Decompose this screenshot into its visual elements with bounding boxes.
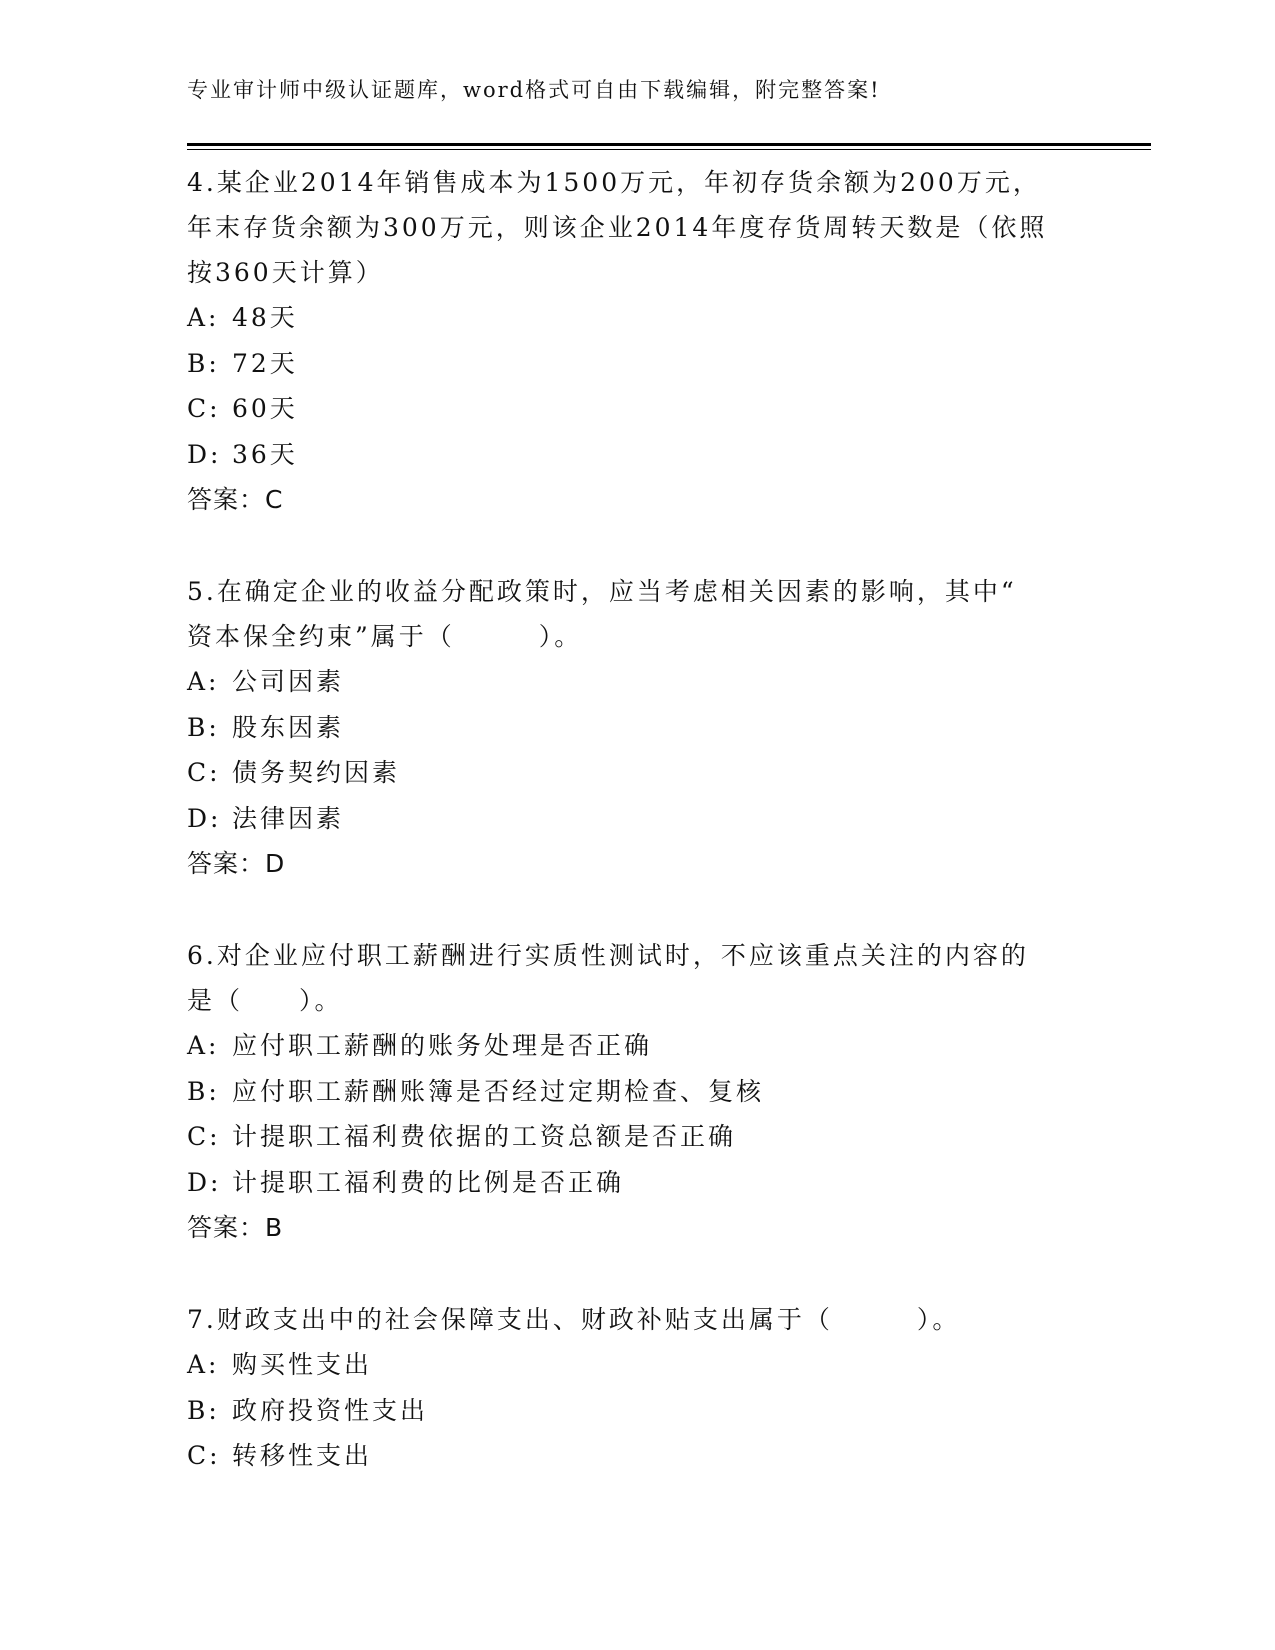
- question-7: [187, 1297, 1087, 1479]
- option-key: C:: [187, 1122, 221, 1151]
- header-rule-thin: [187, 149, 1151, 150]
- option-key: B:: [187, 348, 220, 378]
- option-c: [187, 1114, 1087, 1160]
- answer-line: 答案：B: [187, 1213, 284, 1242]
- option-text: 法律因素: [232, 803, 345, 833]
- option-text: 60天: [232, 394, 298, 423]
- option-text: 计提职工福利费的比例是否正确: [232, 1167, 625, 1197]
- option-text: 公司因素: [232, 667, 345, 696]
- option-key: A:: [187, 1350, 220, 1379]
- question-list: [187, 160, 1087, 1479]
- question-6: [187, 933, 1087, 1250]
- option-a: [187, 1023, 1087, 1069]
- option-key: B:: [187, 712, 220, 742]
- option-key: B:: [187, 1395, 220, 1425]
- option-text: 购买性支出: [232, 1350, 373, 1379]
- option-text: 48天: [232, 303, 298, 332]
- option-text: 政府投资性支出: [232, 1395, 429, 1425]
- option-d: [187, 796, 1087, 842]
- option-a: [187, 1342, 1087, 1388]
- option-key: D:: [187, 803, 222, 833]
- option-text: 股东因素: [232, 712, 345, 742]
- option-a: [187, 295, 1087, 341]
- option-b: [187, 341, 1087, 387]
- option-b: [187, 1069, 1087, 1115]
- option-text: 应付职工薪酬的账务处理是否正确: [232, 1031, 653, 1060]
- option-text: 债务契约因素: [232, 758, 401, 787]
- option-text: 72天: [232, 348, 298, 378]
- option-key: A:: [187, 1031, 220, 1060]
- option-text: 转移性支出: [232, 1441, 373, 1470]
- question-stem-line: 7.财政支出中的社会保障支出、财政补贴支出属于（ ）。: [187, 1305, 961, 1334]
- option-key: D:: [187, 439, 222, 469]
- option-key: C:: [187, 394, 221, 423]
- question-stem-line: 年末存货余额为300万元，则该企业2014年度存货周转天数是（依照: [187, 213, 1048, 242]
- option-key: A:: [187, 667, 220, 696]
- question-spacer: [187, 886, 1087, 933]
- option-a: [187, 659, 1087, 705]
- option-text: 36天: [232, 439, 298, 469]
- question-spacer: [187, 1250, 1087, 1297]
- option-key: B:: [187, 1076, 220, 1106]
- question-4: [187, 160, 1087, 522]
- question-stem-line: 6.对企业应付职工薪酬进行实质性测试时，不应该重点关注的内容的: [187, 941, 1029, 970]
- question-5: [187, 569, 1087, 886]
- question-stem-line: 是（ ）。: [187, 986, 343, 1015]
- option-d: [187, 1160, 1087, 1206]
- question-stem-line: 资本保全约束”属于（ ）。: [187, 622, 583, 651]
- option-key: C:: [187, 758, 221, 787]
- option-key: D:: [187, 1167, 222, 1197]
- option-text: 应付职工薪酬账簿是否经过定期检查、复核: [232, 1076, 765, 1106]
- option-c: [187, 750, 1087, 796]
- option-c: [187, 386, 1087, 432]
- option-b: [187, 705, 1087, 751]
- question-stem-line: 5.在确定企业的收益分配政策时，应当考虑相关因素的影响，其中“: [187, 577, 1017, 606]
- question-spacer: [187, 522, 1087, 569]
- answer-line: 答案：D: [187, 849, 286, 878]
- option-d: [187, 432, 1087, 478]
- question-stem-line: 按360天计算）: [187, 258, 384, 287]
- question-stem-line: 4.某企业2014年销售成本为1500万元，年初存货余额为200万元，: [187, 168, 1041, 197]
- answer-line: 答案：C: [187, 485, 284, 514]
- option-key: A:: [187, 303, 220, 332]
- header-rule-thick: [187, 143, 1151, 146]
- option-text: 计提职工福利费依据的工资总额是否正确: [232, 1122, 737, 1151]
- option-c: [187, 1433, 1087, 1479]
- option-b: [187, 1388, 1087, 1434]
- page-header: 专业审计师中级认证题库，word格式可自由下载编辑，附完整答案!: [187, 78, 881, 102]
- option-key: C:: [187, 1441, 221, 1470]
